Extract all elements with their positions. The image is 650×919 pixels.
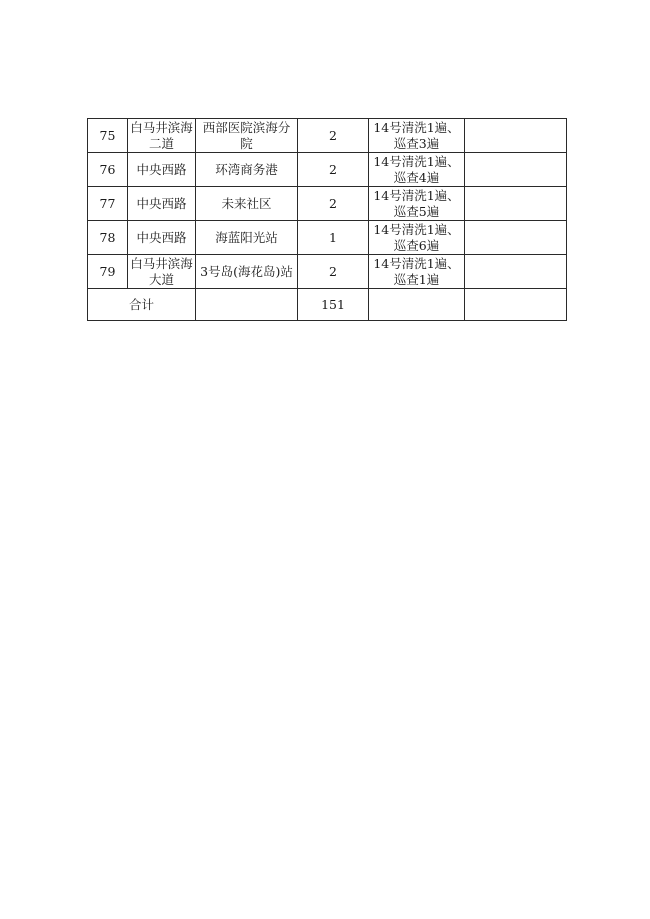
table-row [88, 187, 567, 221]
bus-stop-maintenance-table [87, 118, 567, 321]
total-label: 合计 [88, 289, 196, 321]
remark-cell [465, 221, 567, 255]
row-number: 77 [88, 187, 128, 221]
total-stop-cell [196, 289, 298, 321]
row-number: 78 [88, 221, 128, 255]
table-row [88, 255, 567, 289]
road-name: 白马井滨海二道 [128, 119, 196, 153]
table-row [88, 153, 567, 187]
total-task-cell [369, 289, 465, 321]
maintenance-task: 14号清洗1遍、巡查1遍 [369, 255, 465, 289]
stop-name: 3号岛(海花岛)站 [196, 255, 298, 289]
shelter-count: 2 [298, 153, 369, 187]
shelter-count: 2 [298, 255, 369, 289]
total-count: 151 [298, 289, 369, 321]
maintenance-task: 14号清洗1遍、巡查6遍 [369, 221, 465, 255]
road-name: 中央西路 [128, 187, 196, 221]
road-name: 中央西路 [128, 221, 196, 255]
shelter-count: 2 [298, 119, 369, 153]
shelter-count: 1 [298, 221, 369, 255]
shelter-count: 2 [298, 187, 369, 221]
maintenance-task: 14号清洗1遍、巡查3遍 [369, 119, 465, 153]
row-number: 76 [88, 153, 128, 187]
table-row [88, 221, 567, 255]
remark-cell [465, 187, 567, 221]
maintenance-task: 14号清洗1遍、巡查5遍 [369, 187, 465, 221]
row-number: 79 [88, 255, 128, 289]
stop-name: 未来社区 [196, 187, 298, 221]
maintenance-task: 14号清洗1遍、巡查4遍 [369, 153, 465, 187]
total-row [88, 289, 567, 321]
road-name: 白马井滨海大道 [128, 255, 196, 289]
stop-name: 环湾商务港 [196, 153, 298, 187]
total-remark-cell [465, 289, 567, 321]
stop-name: 西部医院滨海分院 [196, 119, 298, 153]
road-name: 中央西路 [128, 153, 196, 187]
remark-cell [465, 255, 567, 289]
remark-cell [465, 119, 567, 153]
remark-cell [465, 153, 567, 187]
stop-name: 海蓝阳光站 [196, 221, 298, 255]
row-number: 75 [88, 119, 128, 153]
table-row [88, 119, 567, 153]
